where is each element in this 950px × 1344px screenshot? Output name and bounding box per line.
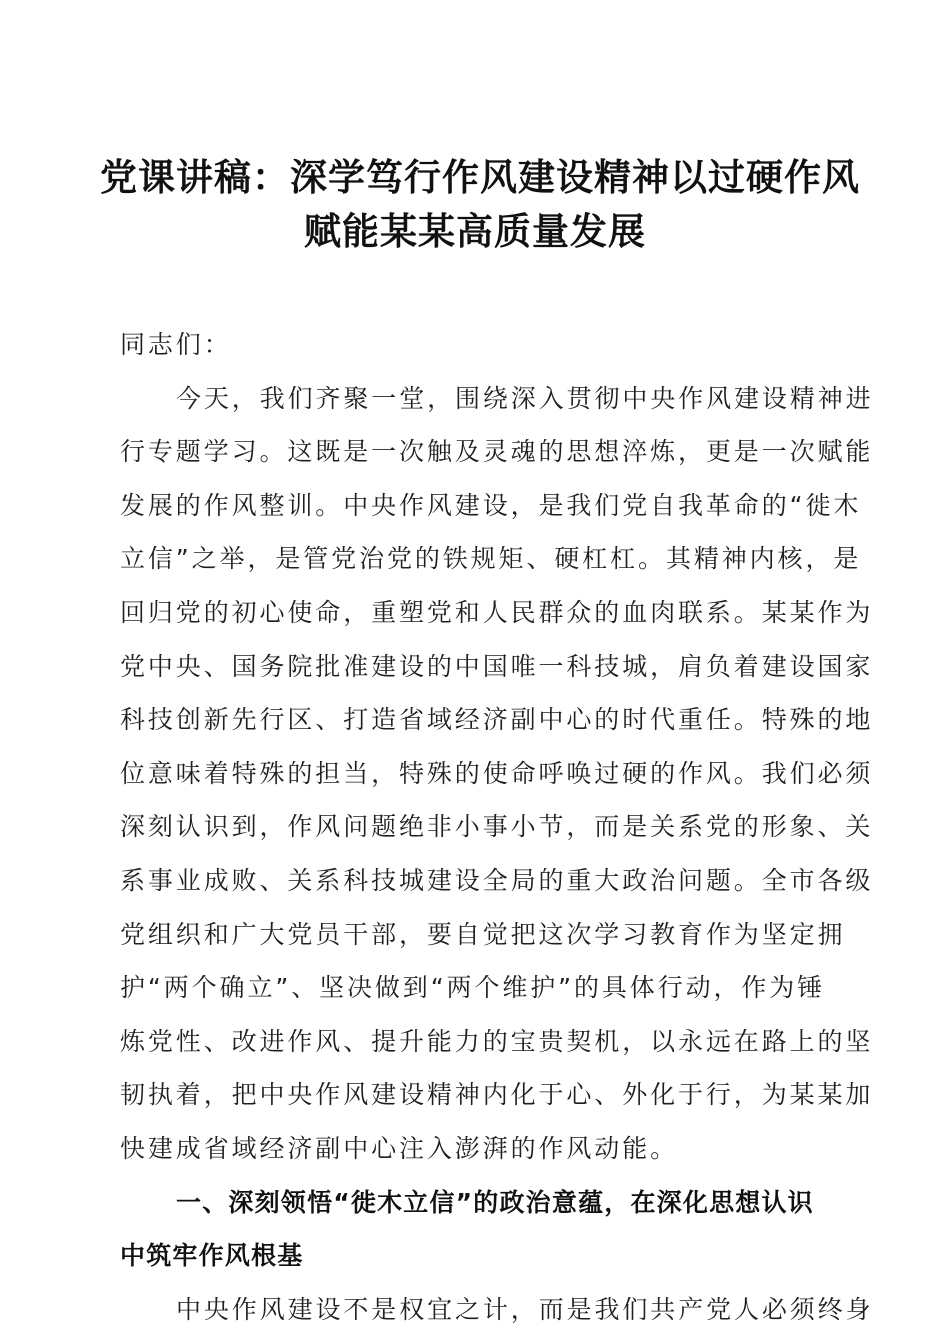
salutation: 同志们：: [120, 330, 232, 359]
paragraph-line: 今天，我们齐聚一堂，围绕深入贯彻中央作风建设精神进: [176, 383, 874, 413]
paragraph-line: 立信”之举，是管党治党的铁规矩、硬杠杠。其精神内核，是: [120, 544, 862, 574]
paragraph-line: 护“两个确立”、坚决做到“两个维护”的具体行动，作为锤: [120, 973, 826, 1003]
paragraph-line: 韧执着，把中央作风建设精神内化于心、外化于行，为某某加: [120, 1080, 874, 1110]
paragraph-line: 快建成省域经济副中心注入澎湃的作风动能。: [120, 1133, 679, 1163]
paragraph-line: 回归党的初心使命，重塑党和人民群众的血肉联系。某某作为: [120, 597, 874, 627]
document-title: [100, 150, 860, 257]
paragraph-line: 党中央、国务院批准建设的中国唯一科技城，肩负着建设国家: [120, 651, 874, 681]
document-body: [120, 318, 874, 1336]
paragraph-line: 发展的作风整训。中央作风建设，是我们党自我革命的“徙木: [120, 490, 862, 520]
paragraph-line: 中央作风建设不是权宜之计，而是我们共产党人必须终身: [176, 1294, 874, 1324]
heading-line: 中筑牢作风根基: [120, 1241, 304, 1271]
paragraph-line: 深刻认识到，作风问题绝非小事小节，而是关系党的形象、关: [120, 812, 874, 842]
paragraph-intro: [120, 372, 874, 1176]
paragraph-line: 科技创新先行区、打造省域经济副中心的时代重任。特殊的地: [120, 705, 874, 735]
paragraph-line: 炼党性、改进作风、提升能力的宝贵契机，以永远在路上的坚: [120, 1026, 874, 1056]
section-heading-1: [120, 1176, 825, 1283]
paragraph-line: 行专题学习。这既是一次触及灵魂的思想淬炼，更是一次赋能: [120, 437, 874, 467]
paragraph-section-1: [120, 1283, 874, 1337]
heading-line: 一、深刻领悟“徙木立信”的政治意蕴，在深化思想认识: [176, 1187, 814, 1217]
title-line: 赋能某某高质量发展: [304, 208, 646, 253]
paragraph-line: 系事业成败、关系科技城建设全局的重大政治问题。全市各级: [120, 865, 874, 895]
paragraph-line: 党组织和广大党员干部，要自觉把这次学习教育作为坚定拥: [120, 919, 846, 949]
paragraph-line: 位意味着特殊的担当，特殊的使命呼唤过硬的作风。我们必须: [120, 758, 874, 788]
title-line: 党课讲稿：深学笃行作风建设精神以过硬作风: [100, 155, 860, 199]
